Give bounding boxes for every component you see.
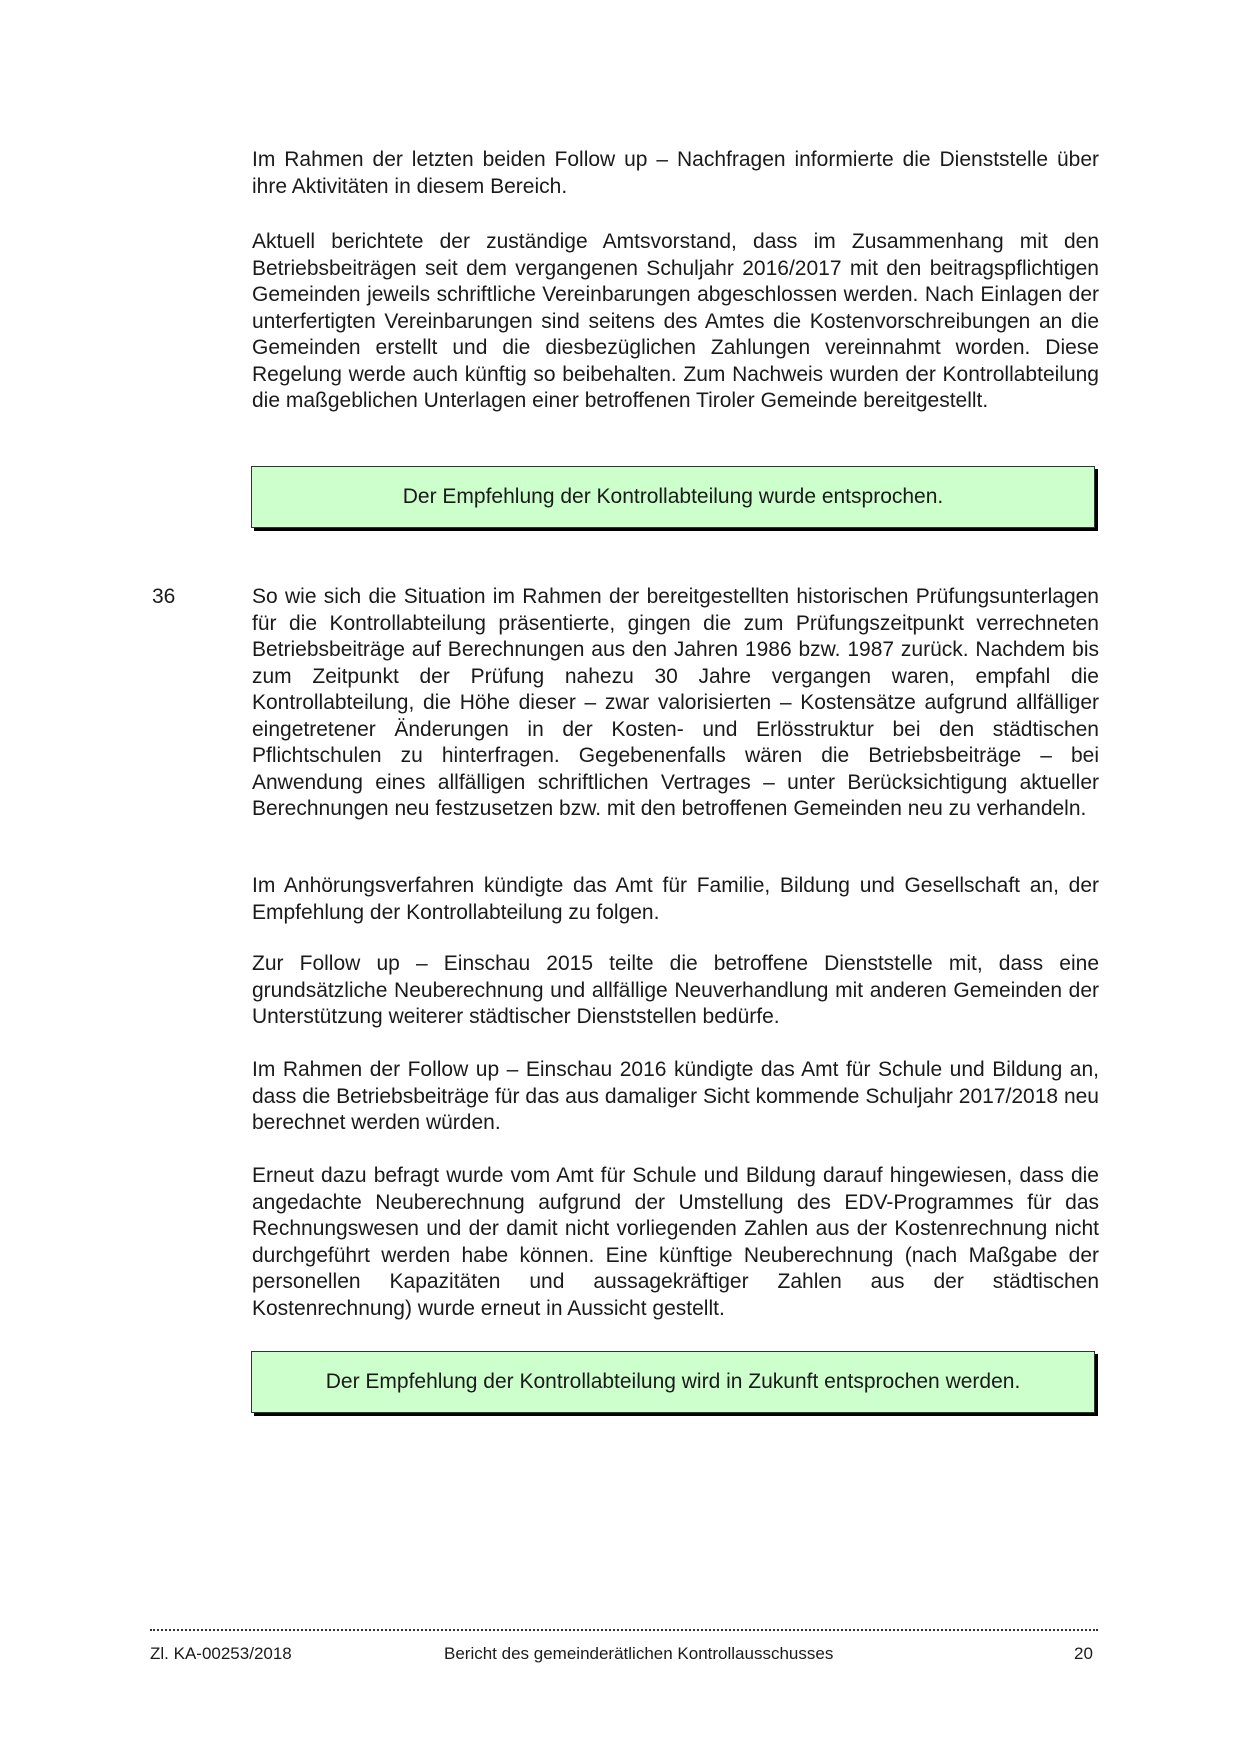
section-36-paragraph-3-block [252, 951, 1099, 1031]
section-36-paragraph-4: Im Rahmen der Follow up – Einschau 2016 kündigte das Amt für Schule und Bildung an, dass die Betriebsbeiträge für das aus damaliger Sicht kommende Schuljahr 2017/2018 neu berechnet werden würden. [252, 1058, 1099, 1134]
footer-reference: Zl. KA-00253/2018 [150, 1644, 292, 1663]
intro-paragraph-2: Aktuell berichtete der zuständige Amtsvorstand, dass im Zusammenhang mit den Betriebsbeiträgen seit dem vergangenen Schuljahr 2016/2017 mit den beitragspflichtigen Gemeinden jeweils schriftliche Vereinbarungen abgeschlossen werden. Nach Einlagen der unterfertigten Vereinbarungen sind seitens des Amtes die Kostenvorschreibungen an die Gemeinden erstellt und die diesbezüglichen Zahlungen vereinnahmt worden. Diese Regelung werde auch künftig so beibehalten. Zum Nachweis wurden der Kontrollabteilung die maßgeblichen Unterlagen einer betroffenen Tiroler Gemeinde bereitgestellt. [252, 230, 1099, 412]
footer-page-number: 20 [1074, 1644, 1093, 1663]
result-box-fulfilled-text: Der Empfehlung der Kontrollabteilung wurde entsprochen. [402, 485, 944, 508]
section-36-paragraph-5: Erneut dazu befragt wurde vom Amt für Schule und Bildung darauf hingewiesen, dass die angedachte Neuberechnung aufgrund der Umstellung des EDV-Programmes für das Rechnungswesen und der damit nicht vorliegenden Zahlen aus der Kostenrechnung nicht durchgeführt werden habe können. Eine künftige Neuberechnung (nach Maßgabe der personellen Kapazitäten und aussagekräftiger Zahlen aus der städtischen Kostenrechnung) wurde erneut in Aussicht gestellt. [252, 1164, 1099, 1320]
section-36-paragraph-3: Zur Follow up – Einschau 2015 teilte die betroffene Dienststelle mit, dass eine grundsätzliche Neuberechnung und allfällige Neuverhandlung mit anderen Gemeinden der Unterstützung weiterer städtischer Dienststellen bedürfe. [252, 952, 1099, 1028]
section-36-paragraph-2-block [252, 873, 1099, 926]
section-36-paragraph-1: So wie sich die Situation im Rahmen der bereitgestellten historischen Prüfungsunterlagen für die Kontrollabteilung präsentierte, gingen die zum Prüfungszeitpunkt verrechneten Betriebsbeiträge auf Berechnungen aus den Jahren 1986 bzw. 1987 zurück. Nachdem bis zum Zeitpunkt der Prüfung nahezu 30 Jahre vergangen waren, empfahl die Kontrollabteilung, die Höhe dieser – zwar valorisierten – Kostensätze aufgrund allfälliger eingetretener Änderungen in der Kosten- und Erlösstruktur bei den städtischen Pflichtschulen zu hinterfragen. Gegebenenfalls wären die Betriebsbeiträge – bei Anwendung eines allfälligen schriftlichen Vertrages – unter Berücksichtigung aktueller Berechnungen neu festzusetzen bzw. mit den betroffenen Gemeinden neu zu verhandeln. [252, 585, 1099, 820]
result-box-fulfilled [251, 466, 1095, 528]
result-box-future [251, 1351, 1095, 1413]
result-box-future-text: Der Empfehlung der Kontrollabteilung wird in Zukunft entsprochen werden. [325, 1370, 1021, 1393]
section-36-paragraph-4-block [252, 1057, 1099, 1137]
paragraph-number: 36 [152, 585, 176, 608]
section-36-paragraph-1-block [252, 584, 1099, 823]
section-36-paragraph-5-block [252, 1163, 1099, 1322]
footer-dotted-rule [150, 1629, 1098, 1631]
intro-paragraph-2-block [252, 229, 1099, 415]
section-36-paragraph-2: Im Anhörungsverfahren kündigte das Amt für Familie, Bildung und Gesellschaft an, der Empfehlung der Kontrollabteilung zu folgen. [252, 874, 1099, 924]
footer-title: Bericht des gemeinderätlichen Kontrollausschusses [444, 1644, 834, 1663]
intro-paragraph-1-block [252, 147, 1099, 200]
intro-paragraph-1: Im Rahmen der letzten beiden Follow up – Nachfragen informierte die Dienststelle über ihre Aktivitäten in diesem Bereich. [252, 148, 1099, 198]
